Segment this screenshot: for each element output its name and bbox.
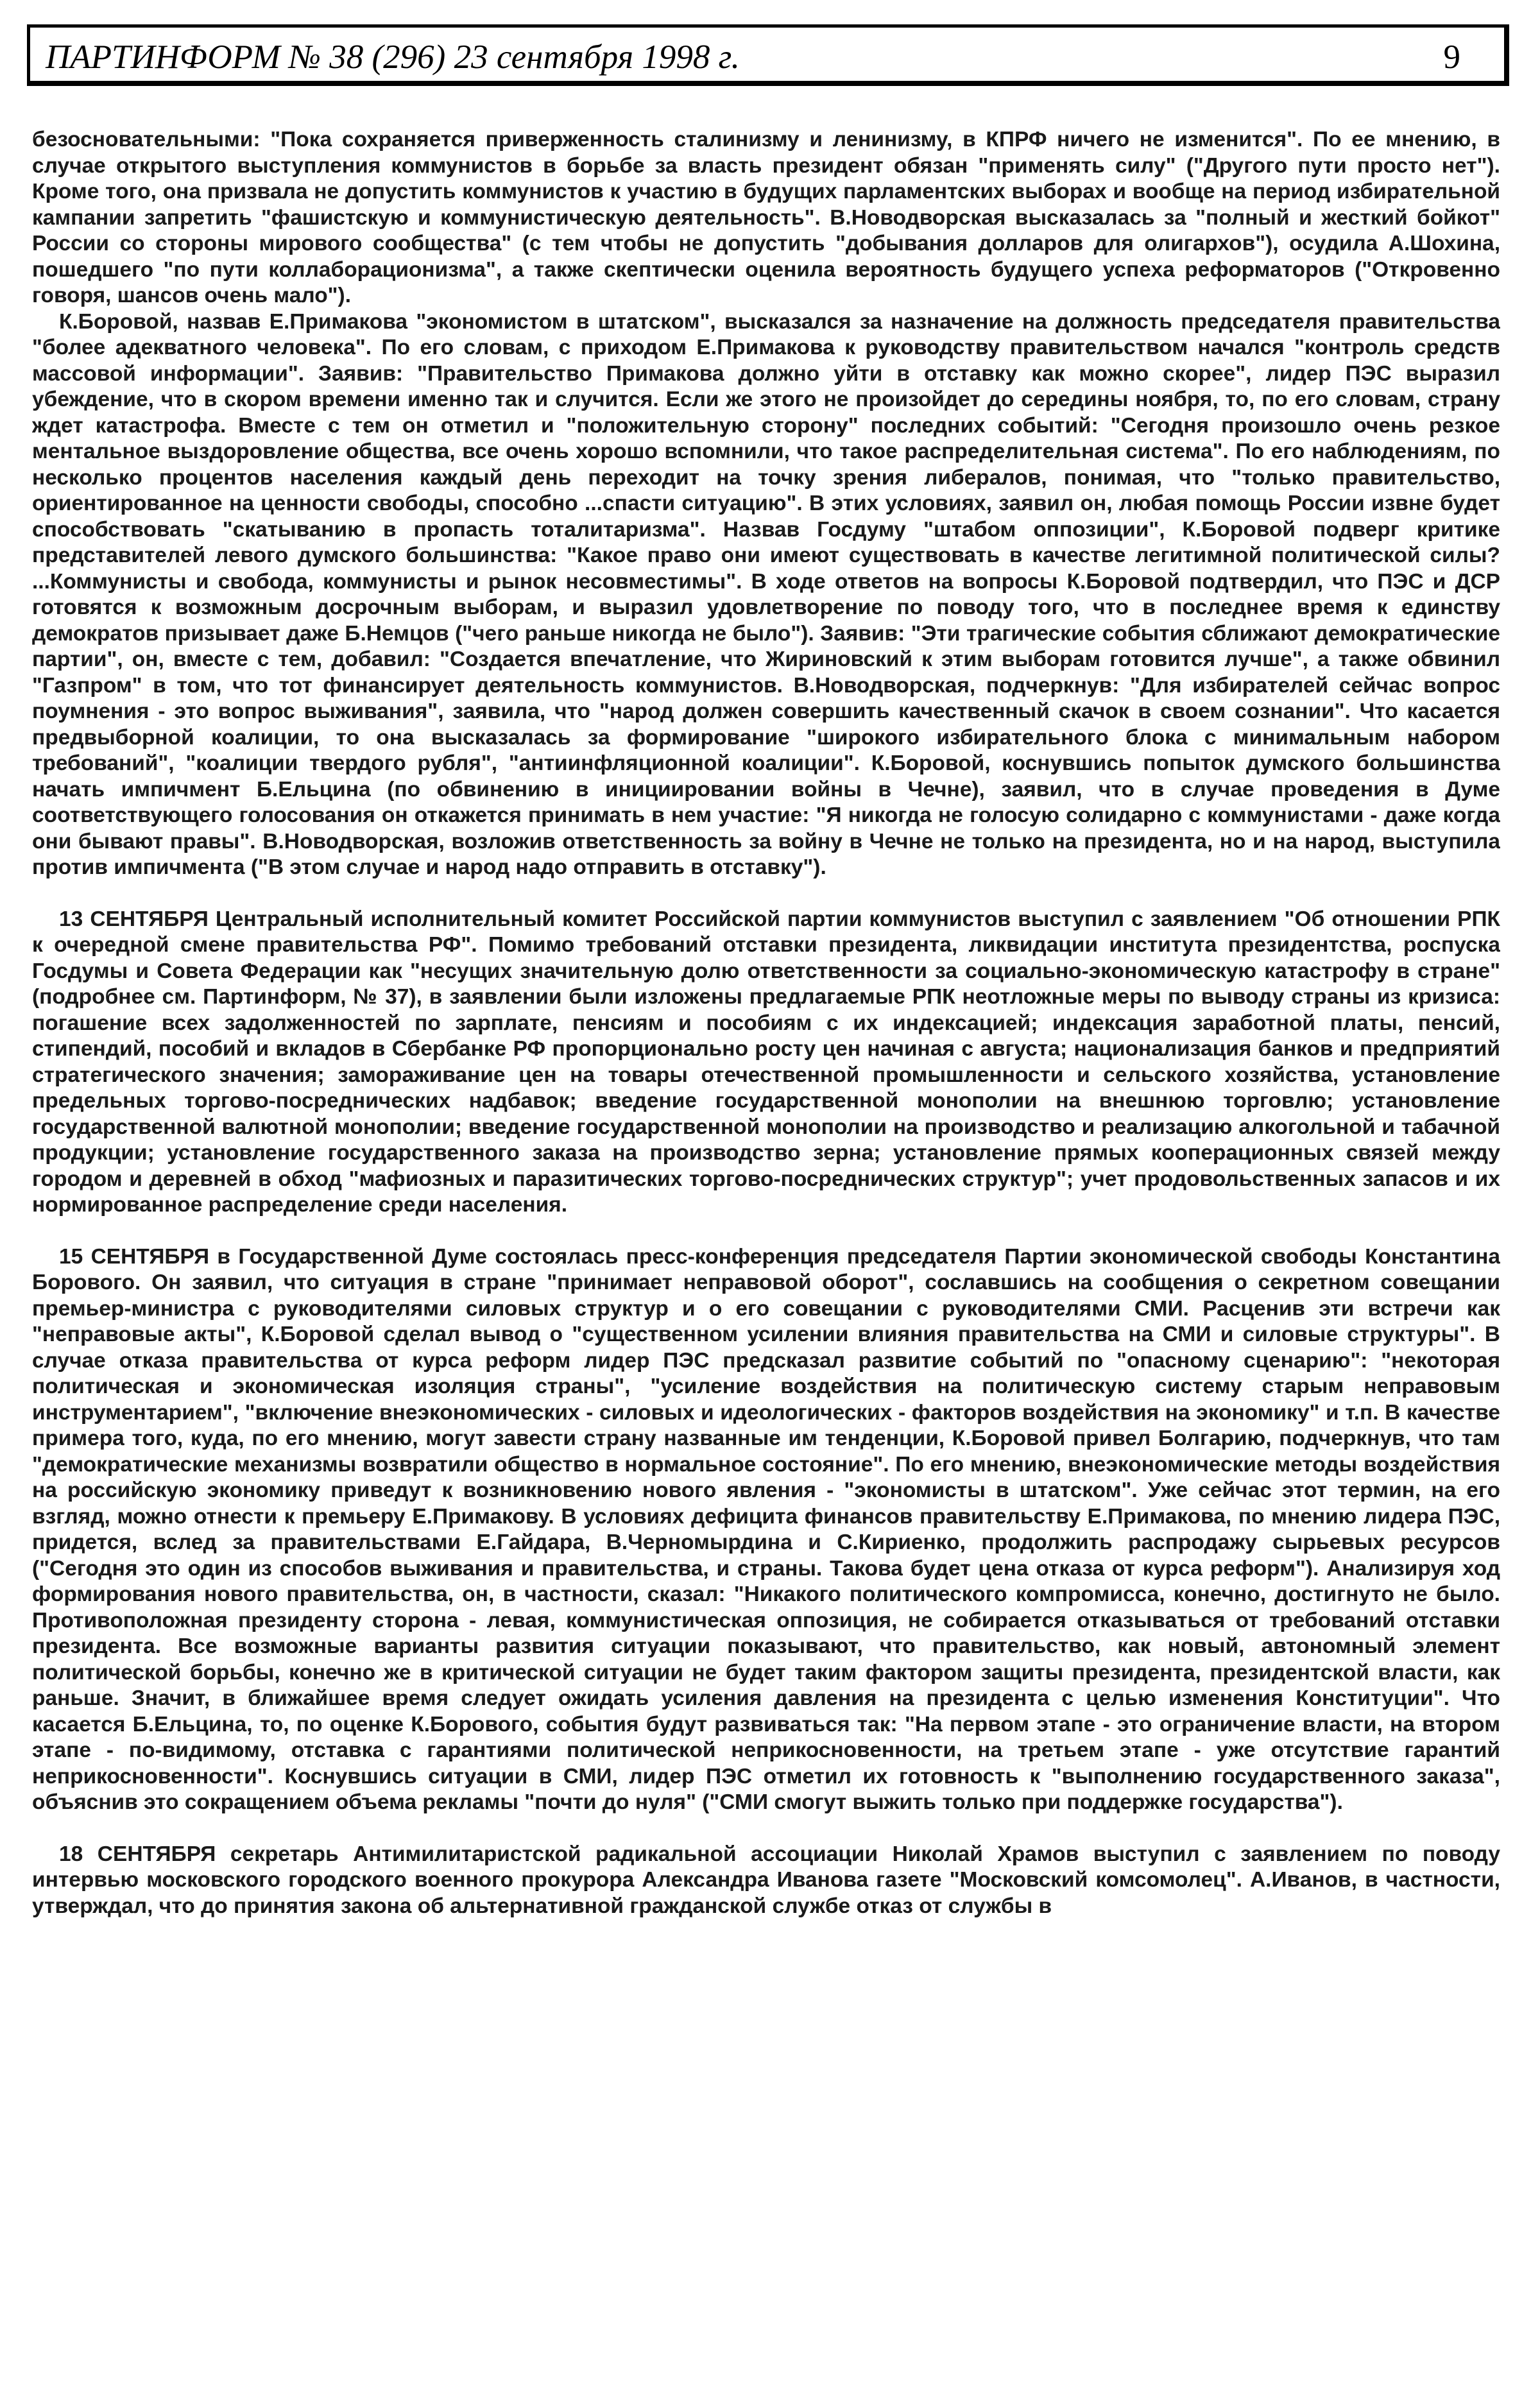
paragraph-borovoy-primakov: К.Боровой, назвав Е.Примакова "экономистом в штатском", высказался за назначение на должность председателя правительства "более адекватного человека". По его словам, с приходом Е.Примакова к руководству правительством начался "контроль средств массовой информации". Заявив: "Правительство Примакова должно уйти в отставку как можно скорее", лидер ПЭС выразил убеждение, что в скором времени именно так и случится. Если же этого не произойдет до середины ноября, то, по его словам, страну ждет катастрофа. Вместе с тем он отметил и "положительную сторону" последних событий: "Сегодня произошло очень резкое ментальное выздоровление общества, все очень хорошо вспомнили, что такое распределительная система". По его наблюдениям, по несколько процентов населения каждый день переходит на точку зрения либералов, понимая, что "только правительство, ориентированное на ценности свободы, способно ...спасти ситуацию". В этих условиях, заявил он, любая помощь России извне будет способствовать "скатыванию в пропасть тоталитаризма". Назвав Госдуму "штабом оппозиции", К.Боровой подверг критике представителей левого думского большинства: "Какое право они имеют существовать в качестве легитимной политической силы? ...Коммунисты и свобода, коммунисты и рынок несовместимы". В ходе ответов на вопросы К.Боровой подтвердил, что ПЭС и ДСР готовятся к возможным досрочным выборам, и выразил удовлетворение по поводу того, что в последнее время к единству демократов призывает даже Б.Немцов ("чего раньше никогда не было"). Заявив: "Эти трагические события сближают демократические партии", он, вместе с тем, добавил: "Создается впечатление, что Жириновский к этим выборам готовится лучше", а также обвинил "Газпром" в том, что тот финансирует деятельность коммунистов. В.Новодворская, подчеркнув: "Для избирателей сейчас вопрос поумнения - это вопрос выживания", заявила, что "народ должен совершить качественный скачок в своем сознании". Что касается предвыборной коалиции, то она высказалась за формирование "широкого избирательного блока с минимальным набором требований", "коалиции твердого рубля", "антиинфляционной коалиции". К.Боровой, коснувшись попыток думского большинства начать импичмент Б.Ельцина (по обвинению в инициировании войны в Чечне), заявил, что в случае проведения в Думе соответствующего голосования он откажется принимать в нем участие: "Я никогда не голосую солидарно с коммунистами - даже когда они бывают правы". В.Новодворская, возложив ответственность за войну в Чечне не только на президента, но и на народ, выступила против импичмента ("В этом случае и народ надо отправить в отставку"). <box>32 309 1500 879</box>
page-header <box>27 24 1509 86</box>
article-body <box>32 127 1500 2347</box>
publication-title: ПАРТИНФОРМ № 38 (296) 23 сентября 1998 г. <box>46 39 740 76</box>
paragraph-continuation: безосновательными: "Пока сохраняется приверженность сталинизму и ленинизму, в КПРФ ничего не изменится". По ее мнению, в случае открытого выступления коммунистов в борьбе за власть президент обязан "применять силу" ("Другого пути просто нет"). Кроме того, она призвала не допустить коммунистов к участию в будущих парламентских выборах и вообще на период избирательной кампании запретить "фашистскую и коммунистическую деятельность". В.Новодворская высказалась за "полный и жесткий бойкот" России со стороны мирового сообщества" (с тем чтобы не допустить "добывания долларов для олигархов"), осудила А.Шохина, пошедшего "по пути коллаборационизма", а также скептически оценила вероятность будущего успеха реформаторов ("Откровенно говоря, шансов очень мало"). <box>32 128 1500 307</box>
paragraph-gap <box>32 1816 1500 1842</box>
paragraph-sept-18: 18 СЕНТЯБРЯ секретарь Антимилитаристской радикальной ассоциации Николай Храмов выступил с заявлением по поводу интервью московского городского военного прокурора Александра Иванова газете "Московский комсомолец". А.Иванов, в частности, утверждал, что до принятия закона об альтернативной гражданской службе отказ от службы в <box>32 1842 1500 1918</box>
page-number: 9 <box>1443 39 1460 76</box>
paragraph-gap <box>32 881 1500 907</box>
paragraph-sept-13: 13 СЕНТЯБРЯ Центральный исполнительный комитет Российской партии коммунистов выступил с заявлением "Об отношении РПК к очередной смене правительства РФ". Помимо требований отставки президента, ликвидации института президентства, роспуска Госдумы и Совета Федерации как "несущих значительную долю ответственности за социально-экономическую катастрофу в стране" (подробнее см. Партинформ, № 37), в заявлении были изложены предлагаемые РПК неотложные меры по выводу страны из кризиса: погашение всех задолженностей по зарплате, пенсиям и пособиям с их индексацией; индексация заработной платы, пенсий, стипендий, пособий и вкладов в Сбербанке РФ пропорционально росту цен начиная с августа; национализация банков и предприятий стратегического значения; замораживание цен на товары отечественной промышленности и сельского хозяйства, установление предельных торгово-посреднических надбавок; введение государственной монополии на внешнюю торговлю; установление государственной валютной монополии; введение государственной монополии на производство и реализацию алкогольной и табачной продукции; установление государственного заказа на производство зерна; установление прямых кооперационных связей между городом и деревней в обход "мафиозных и паразитических торгово-посреднических структур"; учет продовольственных запасов и их нормированное распределение среди населения. <box>32 907 1500 1217</box>
paragraph-sept-15: 15 СЕНТЯБРЯ в Государственной Думе состоялась пресс-конференция председателя Партии экономической свободы Константина Борового. Он заявил, что ситуация в стране "принимает неправовой оборот", сославшись на сообщения о секретном совещании премьер-министра с руководителями силовых структур и о его совещании с руководителями СМИ. Расценив эти встречи как "неправовые акты", К.Боровой сделал вывод о "существенном усилении влияния правительства на СМИ и силовые структуры". В случае отказа правительства от курса реформ лидер ПЭС предсказал развитие событий по "опасному сценарию": "некоторая политическая и экономическая изоляция страны", "усиление воздействия на политическую систему старым неправовым инструментарием", "включение внеэкономических - силовых и идеологических - факторов воздействия на экономику" и т.п. В качестве примера того, куда, по его мнению, могут завести страну названные им тенденции, К.Боровой привел Болгарию, подчеркнув, что там "демократические механизмы возвратили общество в нормальное состояние". По его мнению, внеэкономические методы воздействия на российскую экономику приведут к возникновению нового явления - "экономисты в штатском". Уже сейчас этот термин, на его взгляд, можно отнести к премьеру Е.Примакову. В условиях дефицита финансов правительству Е.Примакова, по мнению лидера ПЭС, придется, вслед за правительствами Е.Гайдара, В.Черномырдина и С.Кириенко, продолжить распродажу сырьевых ресурсов ("Сегодня это один из способов выживания и правительства, и страны. Такова будет цена отказа от курса реформ"). Анализируя ход формирования нового правительства, он, в частности, сказал: "Никакого политического компромисса, конечно, достигнуто не было. Противоположная президенту сторона - левая, коммунистическая оппозиция, не собирается отказываться от требований отставки президента. Все возможные варианты развития ситуации показывают, что правительство, как новый, автономный элемент политической борьбы, конечно же в критической ситуации не будет таким фактором защиты президента, президентской власти, как раньше. Значит, в ближайшее время следует ожидать усиления давления на президента с целью изменения Конституции". Что касается Б.Ельцина, то, по оценке К.Борового, события будут развиваться так: "На первом этапе - это ограничение власти, на втором этапе - по-видимому, отставка с гарантиями политической неприкосновенности, на третьем этапе - уже отсутствие гарантий неприкосновенности". Коснувшись ситуации в СМИ, лидер ПЭС отметил их готовность к "выполнению государственного заказа", объяснив это сокращением объема рекламы "почти до нуля" ("СМИ смогут выжить только при поддержке государства"). <box>32 1244 1500 1814</box>
paragraph-gap <box>32 1219 1500 1244</box>
